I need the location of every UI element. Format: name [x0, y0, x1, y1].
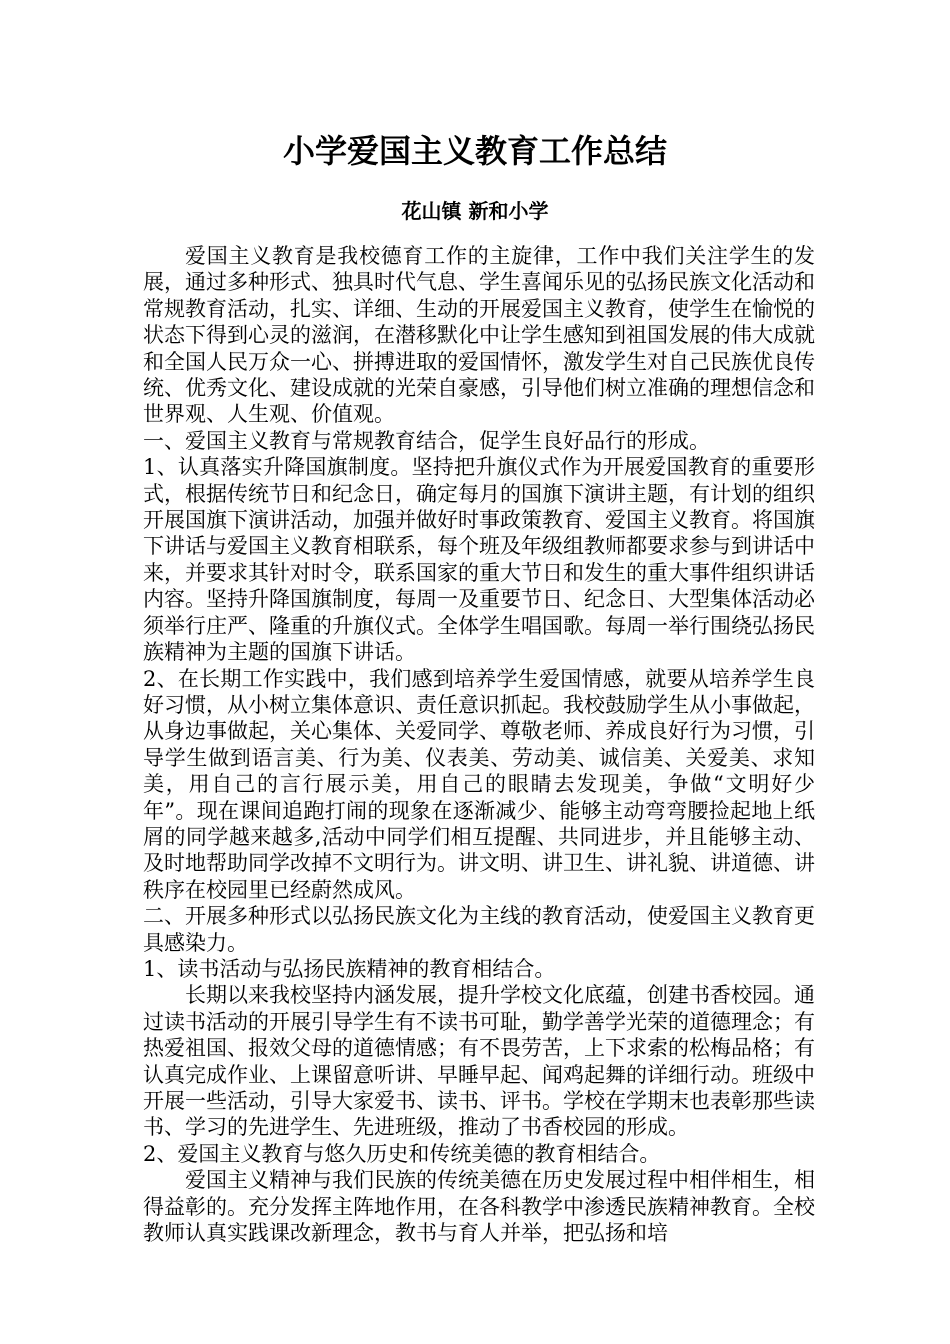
section-heading: 二、开展多种形式以弘扬民族文化为主线的教育活动，使爱国主义教育更具感染力。	[143, 904, 815, 955]
section-heading: 一、爱国主义教育与常规教育结合，促学生良好品行的形成。	[143, 428, 710, 453]
paragraph: 2、在长期工作实践中，我们感到培养学生爱国情感，就要从培养学生良好习惯，从小树立集体意识、责任意识抓起。我校鼓励学生从小事做起，从身边事做起，关心集体、关爱同学、尊敬老师、养成良好行为习惯，引导学生做到语言美、行为美、仪表美、劳动美、诚信美、关爱美、求知美，用自己的言行展示美，用自己的眼睛去发现美，争做“文明好少年”。现在课间追跑打闹的现象在逐渐减少、能够主动弯弯腰捡起地上纸屑的同学越来越多,活动中同学们相互提醒、共同进步，并且能够主动、及时地帮助同学改掉不文明行为。讲文明、讲卫生、讲礼貌、讲道德、讲秩序在校园里已经蔚然成风。	[143, 666, 815, 902]
paragraph: 1、认真落实升降国旗制度。坚持把升旗仪式作为开展爱国教育的重要形式，根据传统节日和纪念日，确定每月的国旗下演讲主题，有计划的组织开展国旗下演讲活动，加强并做好时事政策教育、爱国主义教育。将国旗下讲话与爱国主义教育相联系，每个班及年级组教师都要求参与到讲话中来，并要求其针对时令，联系国家的重大节日和发生的重大事件组织讲话内容。坚持升降国旗制度，每周一及重要节日、纪念日、大型集体活动必须举行庄严、隆重的升旗仪式。全体学生唱国歌。每周一举行围绕弘扬民族精神为主题的国旗下讲话。	[143, 455, 815, 665]
paragraph: 长期以来我校坚持内涵发展，提升学校文化底蕴，创建书香校园。通过读书活动的开展引导学生有不读书可耻，勤学善学光荣的道德理念；有热爱祖国、报效父母的道德情感；有不畏劳苦，上下求索的松梅品格；有认真完成作业、上课留意听讲、早睡早起、闻鸡起舞的详细行动。班级中开展一些活动，引导大家爱书、读书、评书。学校在学期末也表彰那些读书、学习的先进学生、先进班级，推动了书香校园的形成。	[143, 983, 815, 1140]
paragraph: 爱国主义精神与我们民族的传统美德在历史发展过程中相伴相生，相得益彰的。充分发挥主阵地作用，在各科教学中渗透民族精神教育。全校教师认真实践课改新理念，教书与育人并举，把弘扬和培	[143, 1168, 815, 1246]
document-title: 小学爱国主义教育工作总结	[282, 132, 667, 170]
document-body	[143, 243, 815, 1246]
document-author: 花山镇 新和小学	[401, 199, 549, 223]
paragraph: 爱国主义教育是我校德育工作的主旋律，工作中我们关注学生的发展，通过多种形式、独具时代气息、学生喜闻乐见的弘扬民族文化活动和常规教育活动，扎实、详细、生动的开展爱国主义教育，使学生在愉悦的状态下得到心灵的滋润，在潜移默化中让学生感知到祖国发展的伟大成就和全国人民万众一心、拼搏进取的爱国情怀，激发学生对自己民族优良传统、优秀文化、建设成就的光荣自豪感，引导他们树立准确的理想信念和世界观、人生观、价值观。	[143, 244, 815, 427]
subsection-heading: 1、读书活动与弘扬民族精神的教育相结合。	[143, 956, 556, 981]
subsection-heading: 2、爱国主义教育与悠久历史和传统美德的教育相结合。	[143, 1141, 661, 1166]
